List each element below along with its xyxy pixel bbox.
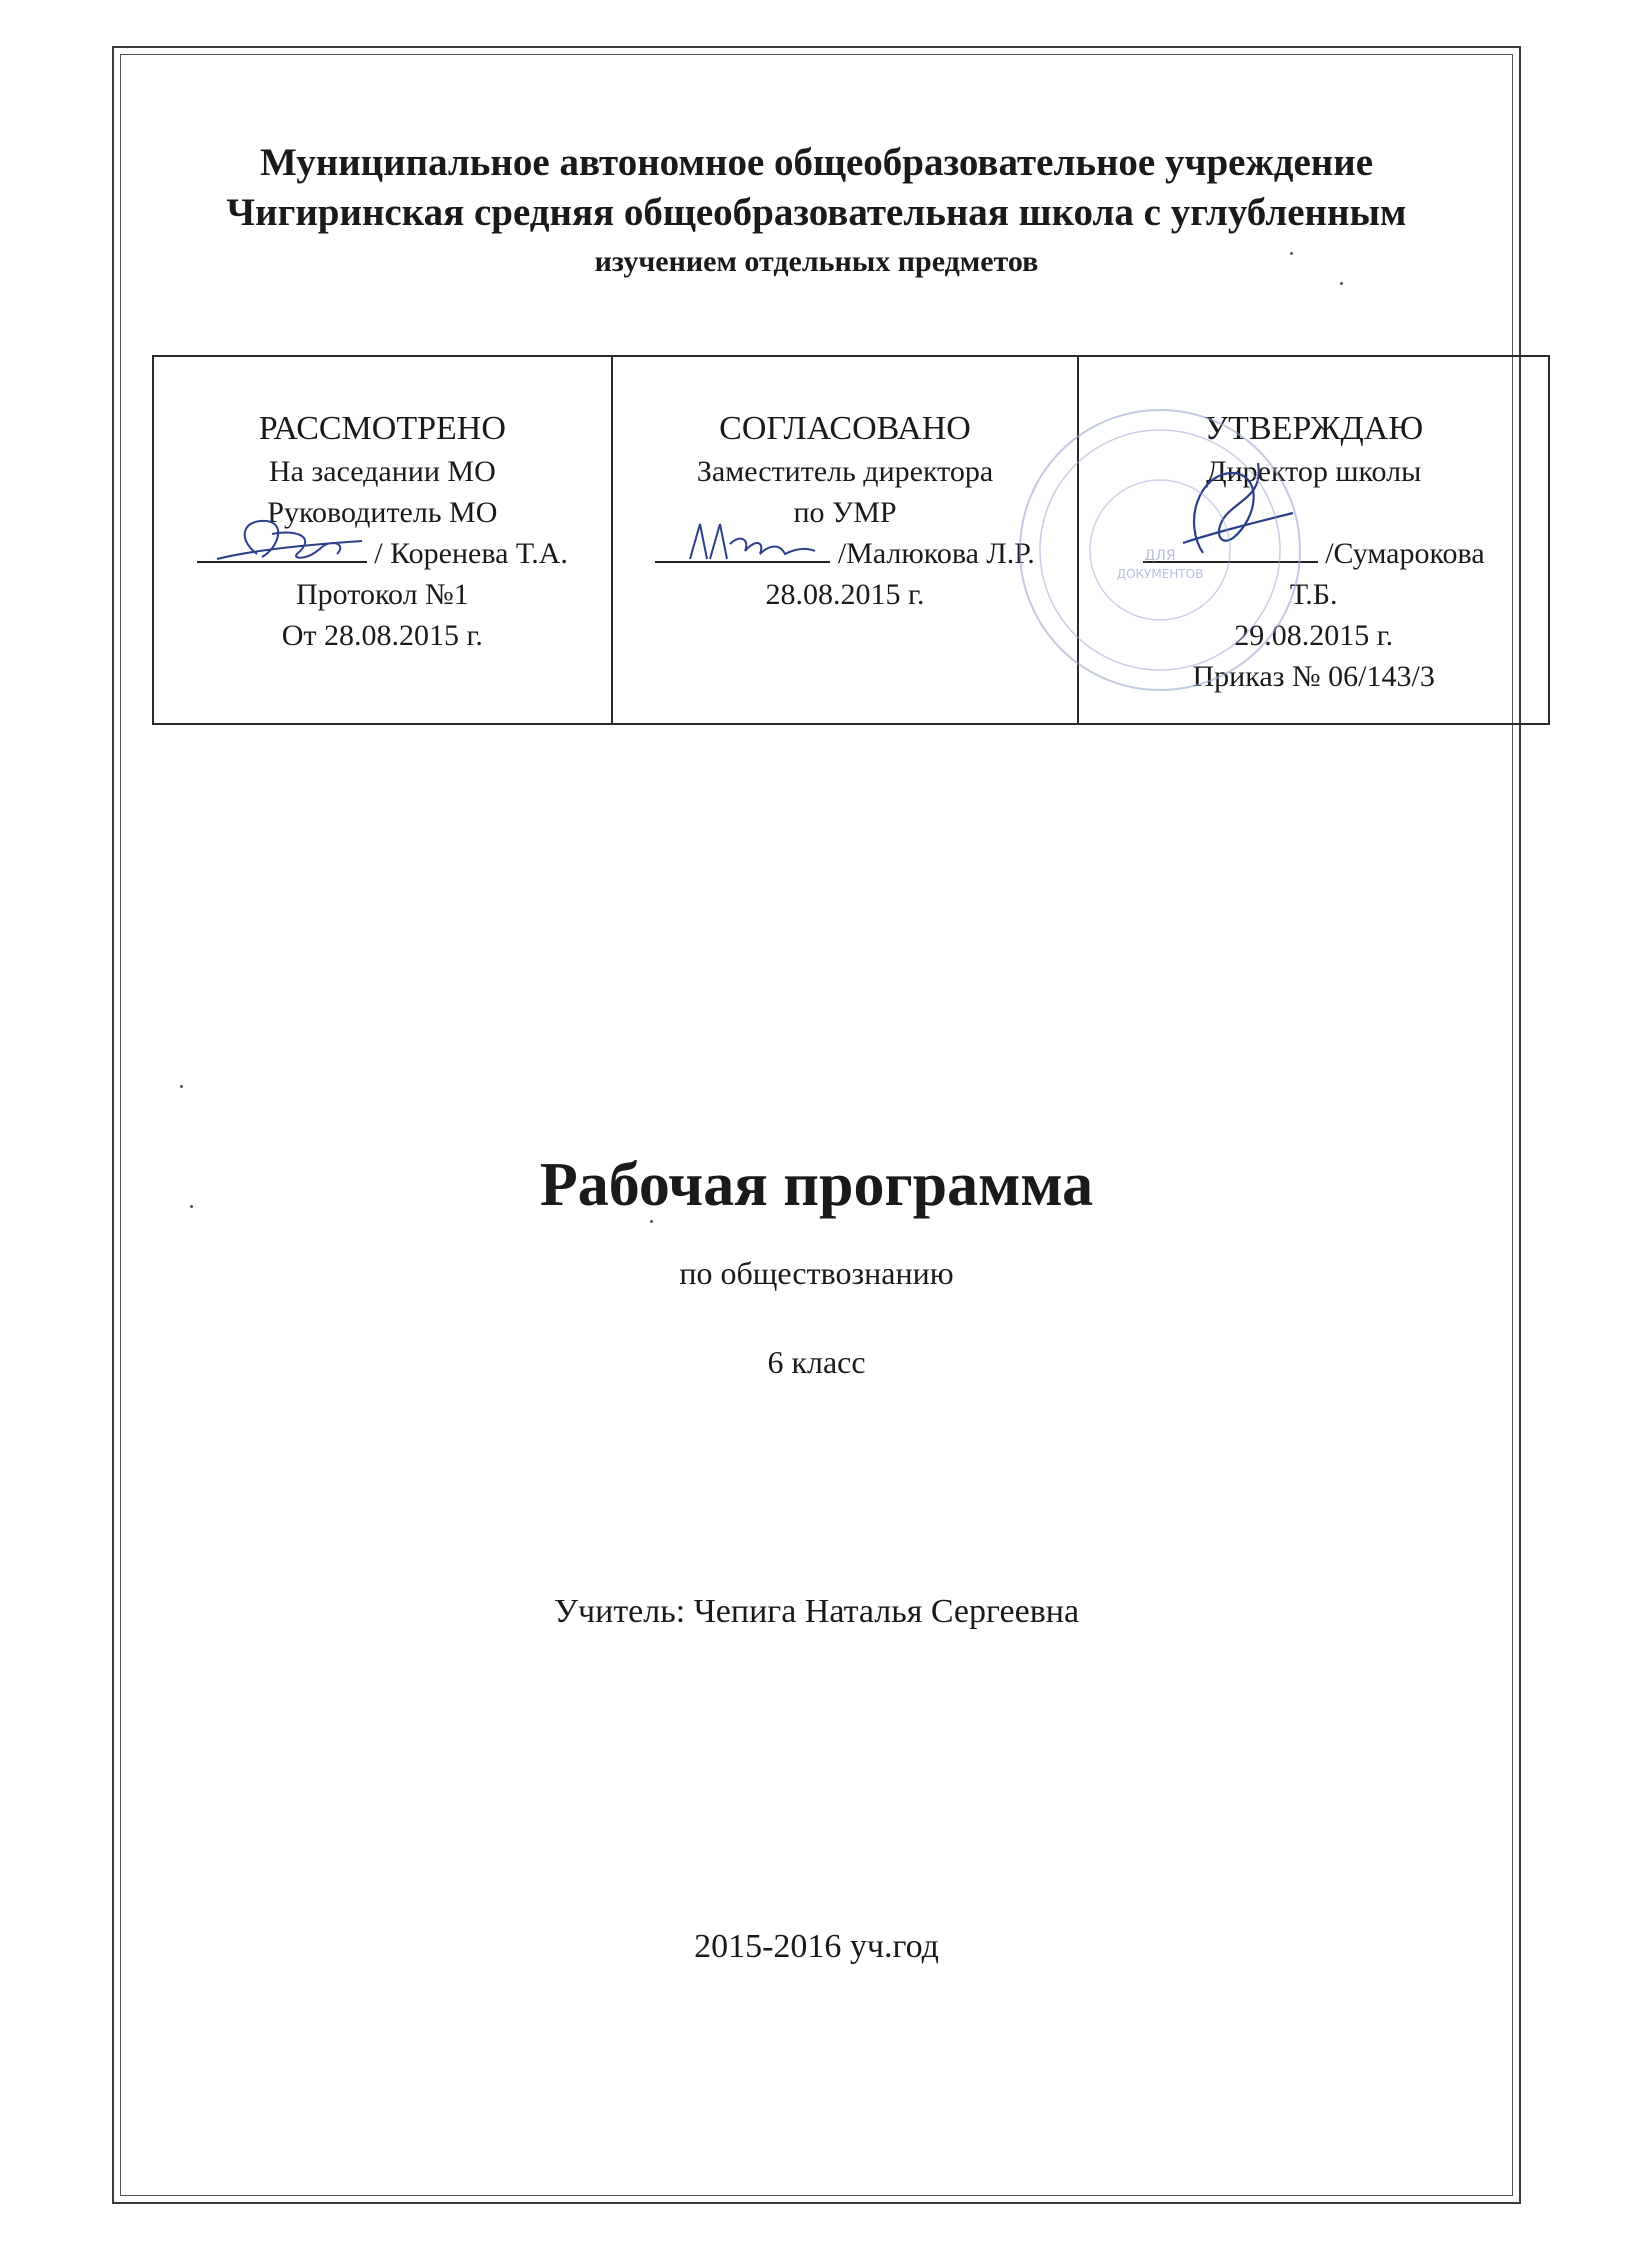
organization-line-3: изучением отдельных предметов [594,245,1039,278]
agreed-line-2: по УМР [793,496,897,529]
organization-line-2: Чигиринская средняя общеобразовательная школа с углубленным [226,191,1407,234]
organization-header [120,138,1513,286]
document-year: 2015-2016 уч.год [694,1928,939,1965]
approval-cell-agreed [611,357,1078,723]
signature-blank [197,533,367,563]
agreed-heading: СОГЛАСОВАНО [719,410,971,447]
reviewed-protocol: Протокол №1 [295,578,469,611]
approved-signature-area [1143,533,1318,574]
scan-speck [1340,282,1343,285]
document-teacher: Учитель: Чепига Наталья Сергеевна [553,1593,1080,1630]
agreed-signature-area [655,533,830,574]
document-title: Рабочая программа [539,1151,1094,1219]
approved-signer-initials: Т.Б. [1289,578,1338,611]
approved-heading: УТВЕРЖДАЮ [1204,410,1424,447]
approval-cell-approved [1077,357,1548,723]
agreed-signer: /Малюкова Л.Р. [837,537,1035,570]
scan-speck [650,1220,653,1223]
reviewed-signature-area [197,533,367,574]
reviewed-heading: РАССМОТРЕНО [258,410,506,447]
agreed-date: 28.08.2015 г. [765,578,925,611]
organization-line-1: Муниципальное автономное общеобразовательное учреждение [259,141,1374,184]
reviewed-line-1: На заседании МО [268,455,496,488]
svg-text:ДЛЯ: ДЛЯ [1144,548,1176,564]
reviewed-signer: / Коренева Т.А. [374,537,568,570]
svg-text:ДОКУМЕНТОВ: ДОКУМЕНТОВ [1116,567,1204,581]
agreed-line-1: Заместитель директора [696,455,994,488]
scan-speck [190,1205,193,1208]
approval-cell-reviewed [154,357,611,723]
reviewed-line-2: Руководитель МО [267,496,498,529]
approved-order: Приказ № 06/143/3 [1192,660,1435,693]
scan-speck [180,1085,183,1088]
signature-blank [1143,533,1318,563]
reviewed-date: От 28.08.2015 г. [281,619,483,652]
reviewed-signature-line [154,533,611,574]
scan-speck [1290,252,1293,255]
document-grade: 6 класс [767,1344,866,1380]
agreed-signature-line [613,533,1078,574]
document-subject: по обществознанию [679,1255,954,1291]
signature-blank [655,533,830,563]
approved-line-1: Директор школы [1206,455,1422,488]
approval-table [152,355,1550,725]
approved-signer: /Сумарокова [1325,537,1485,570]
approved-date: 29.08.2015 г. [1234,619,1394,652]
approved-signature-line [1079,533,1548,574]
